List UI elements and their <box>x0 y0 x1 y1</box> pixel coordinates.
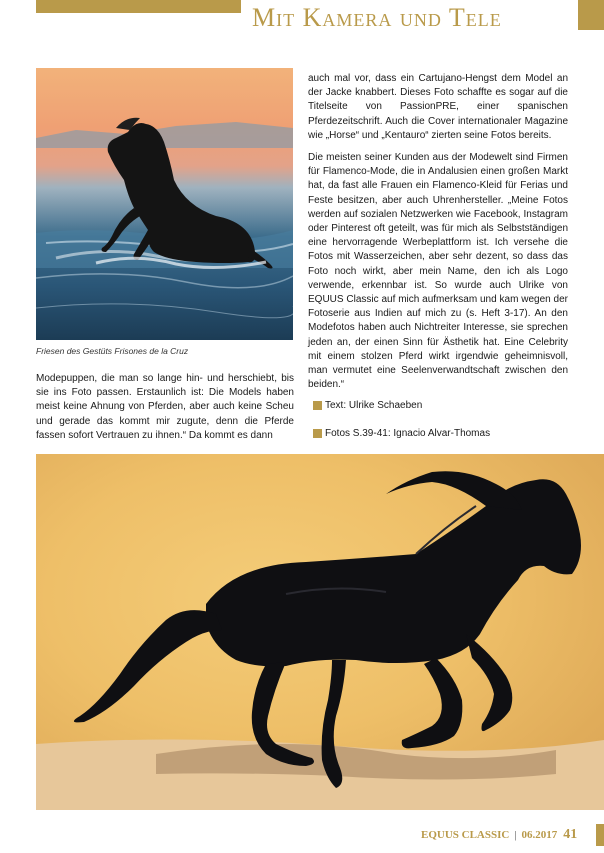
page-title: Mit Kamera und Tele <box>252 3 502 32</box>
header-accent-bar-left <box>36 0 241 13</box>
page-footer <box>421 827 577 843</box>
header-accent-bar-right <box>578 0 604 30</box>
footer-issue: 06.2017 <box>521 829 558 841</box>
page-number: 41 <box>563 827 578 842</box>
credit-text <box>313 400 422 411</box>
footer-separator: | <box>514 829 517 841</box>
galloping-horse-illustration <box>36 454 604 810</box>
credit-photos-label: Fotos S.39-41: Ignacio Alvar-Thomas <box>325 428 491 439</box>
text-column-right <box>308 72 568 392</box>
horse-sea-illustration <box>36 68 293 340</box>
credit-photos <box>313 428 490 439</box>
photo-caption: Friesen des Gestüts Frisones de la Cruz <box>36 346 189 356</box>
paragraph: Die meisten seiner Kunden aus der Modewelt sind Firmen für Flamenco-Mode, die in Andalusien einen großen Markt hat, da fast alle Frauen ein Flamenco-Kleid für Ferias und Feste besitzen, aber auch Uhrenhersteller. „Meine Fotos werden auf sozialen Netzwerken wie Facebook, Instagram oder Pinterest oft geteilt, was für mich als Selbstständigen eine hervorragende Werbeplattform ist. Ich versehe die Fotos mit Wasserzeichen, aber sehr dezent, so dass das Foto noch wirkt, aber mein Name, den ich als Logo verwende, erkennbar ist. So wurde auch Ulrike von EQUUS Classic auf mich aufmerksam und kam wegen der Fotoserie aus Indien auf mich zu (s. Heft 3-17). An den Modefotos haben auch Nichtreiter Interesse, sie sprechen jeden an, der einen Sinn für Ästhetik hat. Eine Celebrity mit einem stolzen Pferd wirkt irgendwie geheimnisvoll, man vermutet eine Seelenverwandtschaft zwischen den beiden.“ <box>308 152 568 391</box>
paragraph: auch mal vor, dass ein Cartujano-Hengst dem Model an der Jacke knabbert. Dieses Foto schaffte es sogar auf die Titelseite von PassionPRE, einer spanischen Pferdezeitschrift. Auch die Cover internationaler Magazine wie „Horse“ und „Kentauro“ zierten seine Fotos bereits. <box>308 73 568 141</box>
photo-galloping-horse <box>36 454 604 810</box>
photo-horse-in-sea <box>36 68 293 340</box>
footer-accent-bar <box>596 824 604 846</box>
credit-text-label: Text: Ulrike Schaeben <box>325 400 423 411</box>
square-bullet-icon <box>313 401 322 410</box>
footer-magazine: EQUUS CLASSIC <box>421 829 510 841</box>
text-column-left <box>36 372 294 443</box>
paragraph: Modepuppen, die man so lange hin- und herschiebt, bis sie ins Foto passen. Erstaunlich ist: Die Models haben meist keine Ahnung von Pferden, aber auch keine Scheu und gerade das kommt mir zugute, denn die Pferde fassen sofort Vertrauen zu ihnen.“ Da kommt es dann <box>36 373 294 441</box>
square-bullet-icon <box>313 429 322 438</box>
